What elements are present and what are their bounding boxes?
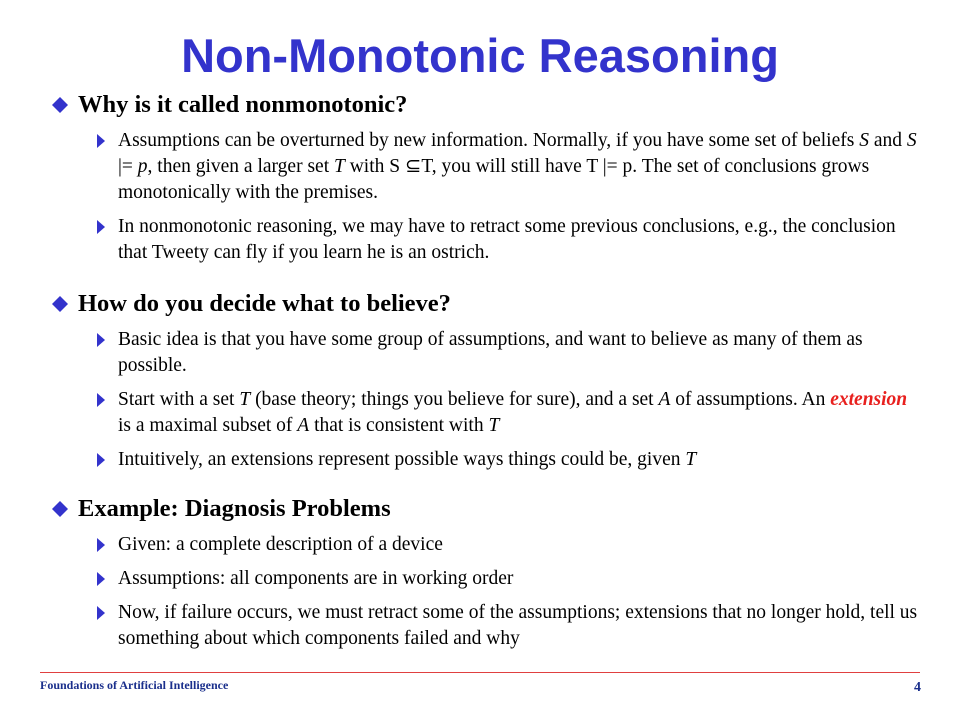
page-number: 4 <box>914 680 921 695</box>
arrow-bullet-icon <box>95 447 118 473</box>
extension-term: extension <box>830 389 908 410</box>
arrow-bullet-icon <box>95 600 118 652</box>
arrow-bullet-icon <box>95 128 118 206</box>
subset-symbol: ⊆ <box>404 156 422 177</box>
diamond-bullet-icon <box>48 90 78 120</box>
list-item: In nonmonotonic reasoning, we may have to retract some previous conclusions, e.g., the conclusion that Tweety can fly if you learn he is an ostrich. <box>95 214 920 266</box>
list-item: Assumptions: all components are in working order <box>95 566 920 592</box>
section-heading: Example: Diagnosis Problems <box>48 494 920 524</box>
list-item: Now, if failure occurs, we must retract some of the assumptions; extensions that no longer hold, tell us something about which components failed and why <box>95 600 920 652</box>
diamond-bullet-icon <box>48 494 78 524</box>
list-item: Start with a set T (base theory; things you believe for sure), and a set A of assumptions. An extension is a maximal subset of A that is consistent with T <box>95 387 920 439</box>
section-heading: Why is it called nonmonotonic? <box>48 90 920 120</box>
diamond-bullet-icon <box>48 289 78 319</box>
arrow-bullet-icon <box>95 566 118 592</box>
arrow-bullet-icon <box>95 327 118 379</box>
section-why-nonmonotonic <box>48 90 920 266</box>
footer-course-title: Foundations of Artificial Intelligence <box>40 678 229 692</box>
list-item: Intuitively, an extensions represent possible ways things could be, given T <box>95 447 920 473</box>
slide-title: Non-Monotonic Reasoning <box>181 29 779 82</box>
list-item: Given: a complete description of a device <box>95 532 920 558</box>
arrow-bullet-icon <box>95 532 118 558</box>
section-diagnosis-example <box>48 494 920 652</box>
arrow-bullet-icon <box>95 387 118 439</box>
list-item: Basic idea is that you have some group of assumptions, and want to believe as many of them as possible. <box>95 327 920 379</box>
section-decide-belief <box>48 289 920 473</box>
section-heading: How do you decide what to believe? <box>48 289 920 319</box>
footer-divider <box>40 672 920 673</box>
list-item: Assumptions can be overturned by new information. Normally, if you have some set of beliefs S and S |= p, then given a larger set T with S ⊆T, you will still have T |= p. The set of conclusions grows monotonically with the premises. <box>95 128 920 206</box>
arrow-bullet-icon <box>95 214 118 266</box>
